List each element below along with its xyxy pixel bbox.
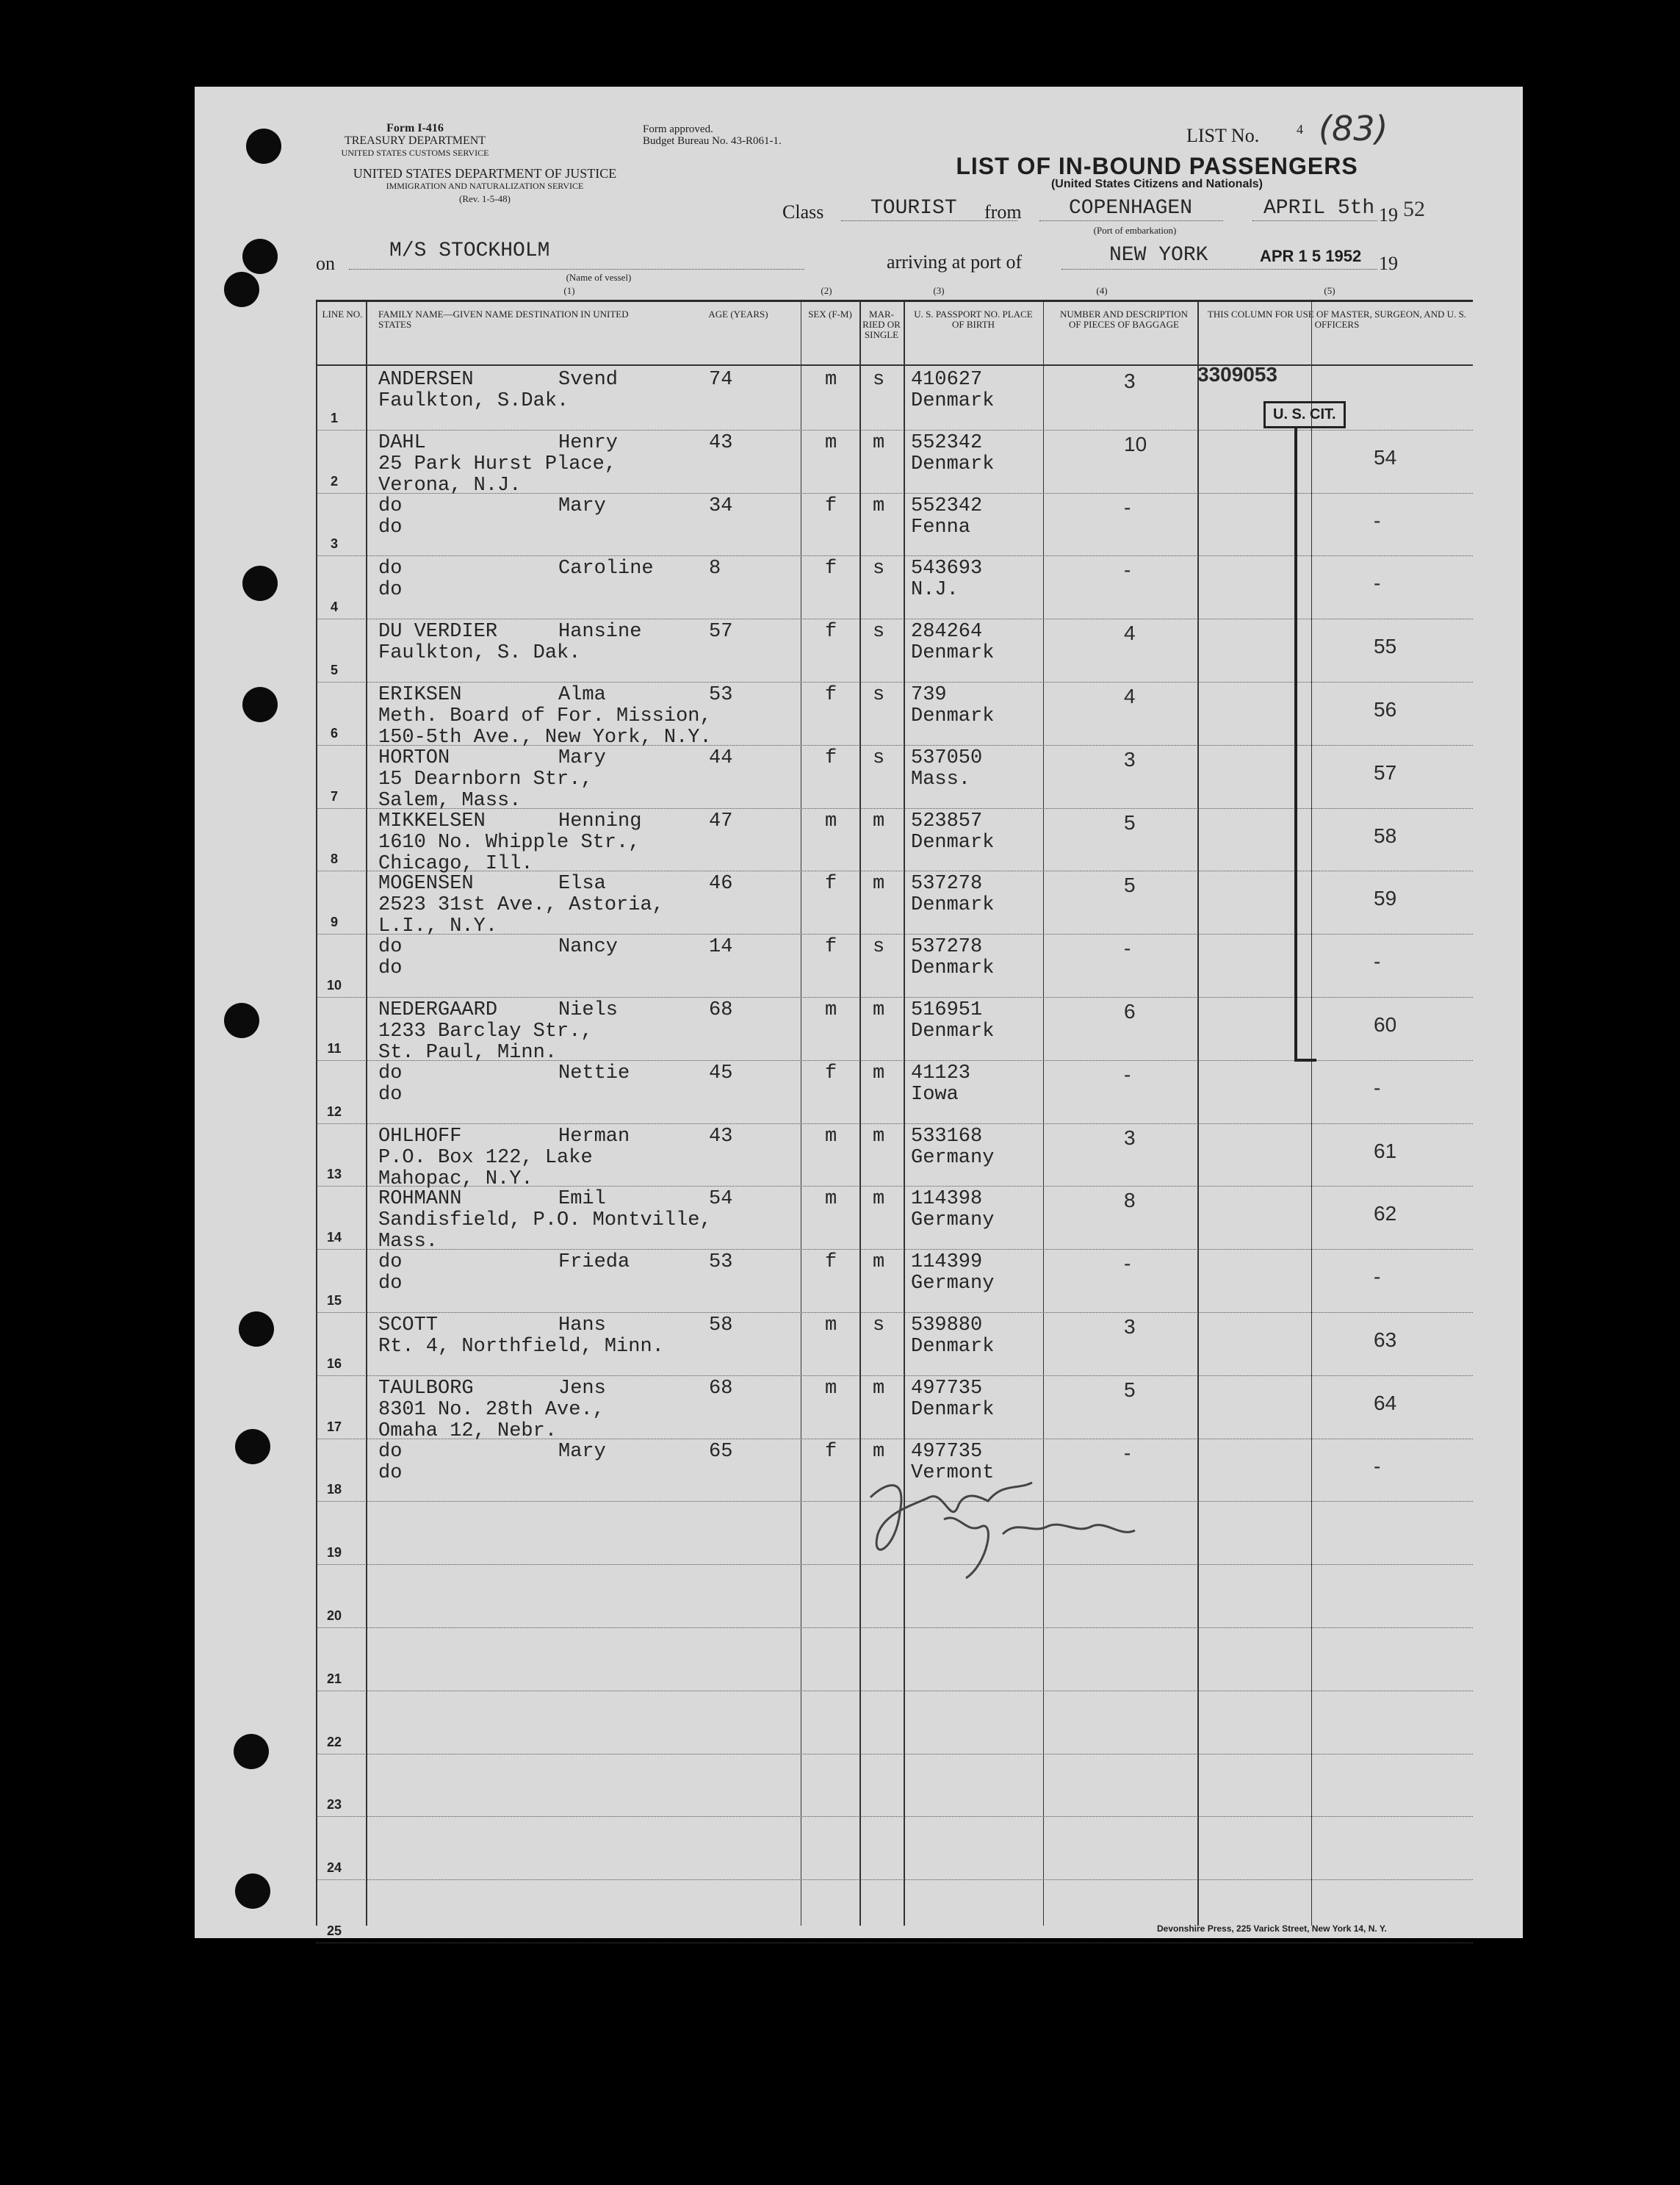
sex: m: [825, 999, 837, 1021]
given-name: Alma: [558, 684, 606, 706]
year-value: 52: [1403, 197, 1425, 221]
baggage-count: -: [1124, 1441, 1131, 1464]
manifest-sheet: [195, 87, 1523, 1938]
sex: f: [825, 1062, 837, 1084]
age: 43: [709, 431, 733, 454]
sex: f: [825, 1251, 837, 1274]
line-number: 4: [330, 600, 338, 615]
table-row: [316, 871, 1473, 938]
punch-hole: [242, 566, 278, 601]
document-title: LIST OF IN-BOUND PASSENGERS: [956, 153, 1358, 179]
age: 14: [709, 936, 733, 959]
punch-hole: [224, 1003, 259, 1038]
line-number: 17: [326, 1419, 342, 1434]
punch-hole: [234, 1734, 269, 1769]
passport-no: 739: [911, 684, 947, 706]
baggage-count: 3: [1124, 747, 1136, 771]
destination: do: [378, 1083, 403, 1106]
baggage-count: -: [1124, 1252, 1131, 1275]
age: 47: [709, 810, 733, 832]
birthplace: Germany: [911, 1273, 995, 1295]
table-row: [316, 1816, 1473, 1879]
destination: Sandisfield, P.O. Montville, Mass.: [378, 1209, 712, 1253]
baggage-count: -: [1124, 937, 1131, 960]
baggage-count: -: [1124, 558, 1131, 582]
age: 68: [709, 1377, 733, 1400]
age: 58: [709, 1314, 733, 1336]
line-number: 23: [326, 1797, 342, 1813]
age: 34: [709, 494, 733, 517]
line-number: 6: [330, 725, 338, 741]
family-name: do: [378, 1251, 403, 1274]
family-name: do: [378, 1062, 403, 1084]
punch-hole: [239, 1311, 274, 1347]
officer-number: 58: [1374, 824, 1397, 847]
given-name: Hansine: [558, 621, 642, 644]
family-name: MIKKELSEN: [378, 810, 486, 832]
birthplace: Denmark: [911, 453, 995, 475]
birthplace: Germany: [911, 1209, 995, 1232]
destination: do: [378, 516, 403, 539]
age: 53: [709, 1251, 733, 1274]
age: 8: [709, 558, 721, 580]
age: 53: [709, 684, 733, 706]
punch-hole: [224, 272, 259, 307]
birthplace: N.J.: [911, 579, 959, 602]
baggage-count: 4: [1124, 622, 1136, 645]
baggage-count: 3: [1124, 1315, 1136, 1338]
marital-status: s: [873, 621, 885, 644]
from-value: COPENHAGEN: [1069, 197, 1193, 220]
officer-number: 56: [1374, 698, 1397, 721]
marital-status: m: [873, 1251, 885, 1274]
line-number: 21: [326, 1671, 342, 1686]
age: 57: [709, 621, 733, 644]
col-sex: SEX (F-M): [808, 309, 852, 320]
destination: 1610 No. Whipple Str., Chicago, Ill.: [378, 831, 641, 875]
family-name: ROHMANN: [378, 1188, 462, 1211]
line-number: 13: [326, 1167, 342, 1182]
officer-number: 63: [1374, 1328, 1397, 1351]
passport-no: 114398: [911, 1188, 983, 1211]
passport-no: 41123: [911, 1062, 971, 1084]
passport-no: 543693: [911, 558, 983, 580]
on-label: on: [316, 253, 335, 274]
col-officers: THIS COLUMN FOR USE OF MASTER, SURGEON, AND U. S. OFFICERS: [1207, 309, 1467, 330]
table-row: [316, 808, 1473, 875]
vessel-value: M/S STOCKHOLM: [389, 240, 550, 262]
destination: 25 Park Hurst Place, Verona, N.J.: [378, 453, 617, 497]
destination: Faulkton, S. Dak.: [378, 642, 581, 665]
col-number-2: (2): [821, 285, 832, 296]
given-name: Mary: [558, 1440, 606, 1463]
table-row: [316, 745, 1473, 812]
destination: 2523 31st Ave., Astoria, L.I., N.Y.: [378, 894, 664, 938]
age: 43: [709, 1125, 733, 1148]
family-name: ANDERSEN: [378, 369, 474, 391]
rev-line: (Rev. 1-5-48): [459, 193, 511, 204]
sex: m: [825, 1377, 837, 1400]
destination: Rt. 4, Northfield, Minn.: [378, 1336, 664, 1358]
arriving-label: arriving at port of: [887, 251, 1023, 273]
birthplace: Germany: [911, 1146, 995, 1169]
officer-number: 54: [1374, 445, 1397, 469]
form-approved: Form approved.: [643, 123, 713, 135]
passport-no: 537278: [911, 873, 983, 896]
line-number: 9: [330, 915, 338, 930]
age: 45: [709, 1062, 733, 1084]
given-name: Elsa: [558, 873, 606, 896]
officer-number: -: [1374, 572, 1381, 595]
table-row: [316, 1249, 1473, 1312]
officer-number: 55: [1374, 635, 1397, 658]
marital-status: m: [873, 999, 885, 1021]
given-name: Mary: [558, 494, 606, 517]
given-name: Caroline: [558, 558, 654, 580]
marital-status: m: [873, 1377, 885, 1400]
sex: f: [825, 621, 837, 644]
class-value: TOURIST: [870, 197, 957, 220]
line-number: 19: [326, 1545, 342, 1561]
passport-no: 537050: [911, 746, 983, 769]
passport-no: 516951: [911, 999, 983, 1021]
list-no-handwritten: (83): [1319, 109, 1388, 148]
arrival-date-stamp: APR 1 5 1952: [1260, 247, 1362, 265]
sex: m: [825, 810, 837, 832]
line-number: 1: [330, 410, 338, 425]
document-subtitle: (United States Citizens and Nationals): [1050, 178, 1263, 190]
marital-status: m: [873, 1125, 885, 1148]
officer-number: 59: [1374, 887, 1397, 910]
officer-number: 62: [1374, 1202, 1397, 1225]
table-row: [316, 997, 1473, 1064]
punch-hole: [235, 1429, 270, 1464]
birthplace: Denmark: [911, 390, 995, 412]
line-number: 14: [326, 1230, 342, 1245]
passport-no: 284264: [911, 621, 983, 644]
col-married: MAR-RIED OR SINGLE: [862, 309, 901, 340]
baggage-count: -: [1124, 1062, 1131, 1086]
line-number: 24: [326, 1860, 342, 1876]
marital-status: m: [873, 873, 885, 896]
line-number: 5: [330, 662, 338, 677]
baggage-count: 5: [1124, 1378, 1136, 1401]
age: 54: [709, 1188, 733, 1211]
table-row: [316, 555, 1473, 619]
marital-status: m: [873, 1440, 885, 1463]
birthplace: Fenna: [911, 516, 971, 539]
age: 74: [709, 369, 733, 391]
passport-no: 539880: [911, 1314, 983, 1336]
sex: m: [825, 1125, 837, 1148]
punch-hole: [246, 129, 281, 164]
officer-number: -: [1374, 1454, 1381, 1477]
sex: f: [825, 936, 837, 959]
passport-no: 497735: [911, 1377, 983, 1400]
marital-status: s: [873, 746, 885, 769]
baggage-count: 5: [1124, 810, 1136, 834]
given-name: Herman: [558, 1125, 630, 1148]
passport-no: 410627: [911, 369, 983, 391]
family-name: do: [378, 1440, 403, 1463]
year-prefix: 19: [1379, 204, 1398, 226]
given-name: Frieda: [558, 1251, 630, 1274]
col-passport: U. S. PASSPORT NO. PLACE OF BIRTH: [914, 309, 1033, 330]
budget-approval: [643, 123, 782, 147]
table-row: [316, 1060, 1473, 1123]
given-name: Mary: [558, 746, 606, 769]
sex: f: [825, 746, 837, 769]
birthplace: Denmark: [911, 957, 995, 980]
table-row: [316, 1627, 1473, 1691]
col-line-no: LINE NO.: [322, 309, 363, 320]
year2-prefix: 19: [1379, 253, 1398, 274]
family-name: NEDERGAARD: [378, 999, 498, 1021]
passport-no: 552342: [911, 431, 983, 454]
vessel-caption: (Name of vessel): [566, 272, 632, 283]
destination: 1233 Barclay Str., St. Paul, Minn.: [378, 1020, 593, 1064]
birthplace: Vermont: [911, 1461, 995, 1484]
line-number: 15: [326, 1292, 342, 1308]
family-name: HORTON: [378, 746, 450, 769]
birthplace: Denmark: [911, 1336, 995, 1358]
line-number: 12: [326, 1104, 342, 1119]
given-name: Nettie: [558, 1062, 630, 1084]
port-value: NEW YORK: [1109, 244, 1208, 267]
passport-no: 537278: [911, 936, 983, 959]
marital-status: s: [873, 936, 885, 959]
col-baggage: NUMBER AND DESCRIPTION OF PIECES OF BAGGAGE: [1059, 309, 1189, 330]
line-number: 10: [326, 977, 342, 993]
family-name: OHLHOFF: [378, 1125, 462, 1148]
birthplace: Denmark: [911, 642, 995, 665]
destination: Faulkton, S.Dak.: [378, 390, 569, 412]
punch-hole: [235, 1873, 270, 1909]
from-label: from: [984, 201, 1022, 223]
customs-service: UNITED STATES CUSTOMS SERVICE: [341, 148, 489, 158]
destination: do: [378, 1273, 403, 1295]
class-label: Class: [782, 201, 824, 223]
date-value: APRIL 5th: [1263, 197, 1375, 220]
marital-status: s: [873, 1314, 885, 1336]
marital-status: s: [873, 369, 885, 391]
destination: do: [378, 1461, 403, 1484]
officer-number: 57: [1374, 760, 1397, 784]
sex: f: [825, 1440, 837, 1463]
line-number: 7: [330, 788, 338, 804]
officer-number: 60: [1374, 1013, 1397, 1036]
table-row: [316, 619, 1473, 682]
table-row: [316, 1691, 1473, 1754]
birthplace: Denmark: [911, 1020, 995, 1043]
col-number-1: (1): [563, 285, 575, 296]
ins-line: IMMIGRATION AND NATURALIZATION SERVICE: [386, 181, 584, 191]
officer-signature: [856, 1468, 1164, 1600]
marital-status: s: [873, 558, 885, 580]
destination: do: [378, 957, 403, 980]
birthplace: Iowa: [911, 1083, 959, 1106]
baggage-count: -: [1124, 495, 1131, 519]
age: 44: [709, 746, 733, 769]
sex: m: [825, 1314, 837, 1336]
birthplace: Denmark: [911, 831, 995, 854]
officer-number: 61: [1374, 1139, 1397, 1162]
family-name: DAHL: [378, 431, 426, 454]
destination: P.O. Box 122, Lake Mahopac, N.Y.: [378, 1146, 593, 1190]
baggage-count: 10: [1124, 432, 1147, 456]
punch-hole: [242, 687, 278, 722]
sex: f: [825, 494, 837, 517]
baggage-count: 3: [1124, 1126, 1136, 1149]
family-name: SCOTT: [378, 1314, 439, 1336]
passport-no: 497735: [911, 1440, 983, 1463]
birthplace: Denmark: [911, 705, 995, 727]
sex: f: [825, 558, 837, 580]
table-row: [316, 1375, 1473, 1442]
marital-status: m: [873, 431, 885, 454]
form-header: [327, 122, 503, 159]
sex: f: [825, 684, 837, 706]
given-name: Henning: [558, 810, 642, 832]
officer-top-number: 3309053: [1197, 363, 1278, 386]
marital-status: s: [873, 684, 885, 706]
col-name: FAMILY NAME—GIVEN NAME DESTINATION IN UNITED STATES: [378, 309, 629, 330]
col-age: AGE (YEARS): [708, 309, 768, 320]
marital-status: m: [873, 810, 885, 832]
given-name: Hans: [558, 1314, 606, 1336]
destination: do: [378, 579, 403, 602]
age: 65: [709, 1440, 733, 1463]
line-number: 2: [330, 473, 338, 489]
budget-bureau: Budget Bureau No. 43-R061-1.: [643, 135, 782, 147]
treasury-dept: TREASURY DEPARTMENT: [344, 134, 486, 147]
table-row: [316, 1754, 1473, 1817]
us-citizen-stamp: U. S. CIT.: [1263, 401, 1346, 428]
baggage-count: 6: [1124, 1000, 1136, 1023]
given-name: Niels: [558, 999, 619, 1021]
passport-no: 552342: [911, 494, 983, 517]
list-no-value: 4: [1297, 122, 1303, 137]
table-row: [316, 1186, 1473, 1253]
given-name: Nancy: [558, 936, 619, 959]
table-row: [316, 430, 1473, 497]
baggage-count: 4: [1124, 685, 1136, 708]
family-name: do: [378, 936, 403, 959]
marital-status: m: [873, 494, 885, 517]
col-number-3: (3): [933, 285, 945, 296]
family-name: ERIKSEN: [378, 684, 462, 706]
birthplace: Denmark: [911, 894, 995, 917]
line-number: 25: [326, 1923, 342, 1938]
sex: m: [825, 431, 837, 454]
passport-no: 114399: [911, 1251, 983, 1274]
from-caption: (Port of embarkation): [1093, 225, 1177, 236]
officer-number: -: [1374, 950, 1381, 973]
line-number: 3: [330, 536, 338, 552]
family-name: do: [378, 558, 403, 580]
baggage-count: 3: [1124, 370, 1136, 392]
age: 68: [709, 999, 733, 1021]
line-number: 8: [330, 852, 338, 867]
doj-header: [316, 168, 654, 205]
table-row: [316, 1312, 1473, 1375]
destination: Meth. Board of For. Mission, 150-5th Ave., New York, N.Y.: [378, 705, 712, 749]
family-name: do: [378, 494, 403, 517]
table-row: [316, 1123, 1473, 1190]
col-number-5: (5): [1324, 285, 1335, 296]
line-number: 18: [326, 1482, 342, 1497]
officer-number: -: [1374, 1076, 1381, 1099]
age: 46: [709, 873, 733, 896]
table-row: [316, 493, 1473, 556]
printer-footer: Devonshire Press, 225 Varick Street, New York 14, N. Y.: [1157, 1923, 1387, 1934]
table-row: [316, 934, 1473, 997]
list-no-label: LIST No.: [1186, 125, 1260, 146]
birthplace: Mass.: [911, 768, 971, 791]
passport-no: 523857: [911, 810, 983, 832]
officer-number: -: [1374, 1265, 1381, 1289]
sex: m: [825, 369, 837, 391]
line-number: 20: [326, 1608, 342, 1623]
passport-no: 533168: [911, 1125, 983, 1148]
sex: f: [825, 873, 837, 896]
line-number: 16: [326, 1356, 342, 1371]
given-name: Henry: [558, 431, 619, 454]
given-name: Emil: [558, 1188, 606, 1211]
given-name: Svend: [558, 369, 619, 391]
doj-line: UNITED STATES DEPARTMENT OF JUSTICE: [353, 166, 617, 181]
marital-status: m: [873, 1188, 885, 1211]
baggage-count: 5: [1124, 874, 1136, 897]
destination: 8301 No. 28th Ave., Omaha 12, Nebr.: [378, 1398, 605, 1442]
citizen-bracket-line: [1294, 428, 1297, 1060]
baggage-count: 8: [1124, 1189, 1136, 1212]
punch-hole: [242, 239, 278, 274]
birthplace: Denmark: [911, 1398, 995, 1421]
officer-number: -: [1374, 508, 1381, 532]
officer-number: 64: [1374, 1391, 1397, 1414]
citizen-bracket-foot: [1294, 1059, 1316, 1062]
form-number: Form I-416: [386, 122, 444, 134]
family-name: DU VERDIER: [378, 621, 498, 644]
family-name: MOGENSEN: [378, 873, 474, 896]
family-name: TAULBORG: [378, 1377, 474, 1400]
destination: 15 Dearnborn Str., Salem, Mass.: [378, 768, 593, 812]
line-number: 11: [327, 1040, 342, 1056]
line-number: 22: [326, 1734, 342, 1749]
col-number-4: (4): [1096, 285, 1108, 296]
marital-status: m: [873, 1062, 885, 1084]
table-row: [316, 682, 1473, 749]
given-name: Jens: [558, 1377, 606, 1400]
sex: m: [825, 1188, 837, 1211]
